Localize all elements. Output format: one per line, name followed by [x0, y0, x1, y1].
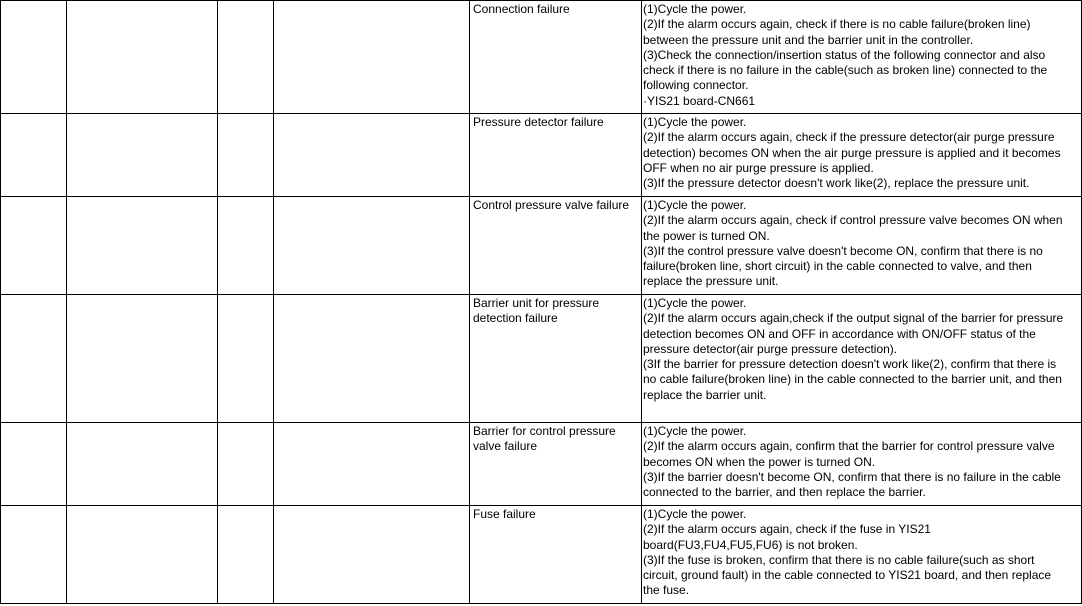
cause-name-line: Barrier for control pressure [473, 424, 616, 438]
remedy-line: OFF when no air purge pressure is applied. [643, 160, 874, 175]
remedy-cell [642, 506, 1082, 604]
cause-name-line: valve failure [473, 439, 538, 454]
empty-cell [67, 423, 218, 506]
remedy-line: (1)Cycle the power. [643, 507, 747, 521]
table-row [1, 506, 1082, 604]
cause-name-cell [470, 423, 642, 506]
empty-cell [1, 423, 67, 506]
empty-cell [1, 197, 67, 295]
cause-name-cell [470, 506, 642, 604]
empty-cell [218, 114, 274, 197]
remedy-line: ·YIS21 board-CN661 [643, 93, 756, 108]
empty-cell [1, 506, 67, 604]
remedy-line: connected to the barrier, and then replace the barrier. [643, 485, 926, 500]
cause-name-line: Barrier unit for pressure [473, 296, 600, 310]
empty-cell [274, 295, 470, 423]
empty-cell [1, 1, 67, 114]
empty-cell [274, 506, 470, 604]
empty-cell [67, 506, 218, 604]
remedy-line: following connector. [643, 78, 749, 93]
empty-cell [218, 1, 274, 114]
cause-name-line: detection failure [473, 311, 558, 326]
remedy-line: replace the pressure unit. [643, 274, 779, 289]
empty-cell [274, 423, 470, 506]
remedy-line: (3)If the control pressure valve doesn't become ON, confirm that there is no [643, 243, 1043, 258]
remedy-line: (2)If the alarm occurs again, check if there is no cable failure(broken line) [643, 17, 1031, 32]
empty-cell [67, 114, 218, 197]
remedy-line: between the pressure unit and the barrier unit in the controller. [643, 32, 974, 47]
remedy-line: pressure detector(air purge pressure detection). [643, 341, 898, 356]
cause-name-cell [470, 295, 642, 423]
empty-cell [274, 114, 470, 197]
empty-cell [67, 197, 218, 295]
cause-name-cell [470, 197, 642, 295]
remedy-line: (1)Cycle the power. [643, 296, 747, 310]
empty-cell [67, 1, 218, 114]
cause-name-line: Pressure detector failure [473, 115, 604, 129]
remedy-line: (3If the barrier for pressure detection doesn't work like(2), confirm that there is [643, 357, 1057, 372]
remedy-line: (2)If the alarm occurs again,check if the output signal of the barrier for pressure [643, 311, 1064, 326]
remedy-cell [642, 114, 1082, 197]
remedy-line: detection) becomes ON when the air purge pressure is applied and it becomes [643, 145, 1061, 160]
empty-cell [274, 197, 470, 295]
remedy-line: (2)If the alarm occurs again, confirm that the barrier for control pressure valve [643, 439, 1055, 454]
table-row [1, 197, 1082, 295]
remedy-line: the power is turned ON. [643, 228, 770, 243]
remedy-line: (1)Cycle the power. [643, 198, 747, 212]
remedy-line: (2)If the alarm occurs again, check if the pressure detector(air purge pressure [643, 130, 1055, 145]
remedy-line: (2)If the alarm occurs again, check if control pressure valve becomes ON when [643, 213, 1063, 228]
table-row [1, 423, 1082, 506]
cause-name-line: Fuse failure [473, 507, 536, 521]
table-row [1, 114, 1082, 197]
empty-cell [67, 295, 218, 423]
empty-cell [1, 114, 67, 197]
cause-name-line: Connection failure [473, 2, 570, 16]
remedy-cell [642, 423, 1082, 506]
remedy-line: (3)If the barrier doesn't become ON, confirm that there is no failure in the cable [643, 469, 1061, 484]
remedy-line: detection becomes ON and OFF in accordance with ON/OFF status of the [643, 326, 1036, 341]
remedy-cell [642, 197, 1082, 295]
remedy-line: (1)Cycle the power. [643, 115, 747, 129]
remedy-line: (1)Cycle the power. [643, 424, 747, 438]
remedy-line: failure(broken line, short circuit) in the cable connected to valve, and then [643, 259, 1032, 274]
remedy-line: check if there is no failure in the cable(such as broken line) connected to the [643, 63, 1048, 78]
remedy-line: board(FU3,FU4,FU5,FU6) is not broken. [643, 537, 858, 552]
table-row [1, 1, 1082, 114]
empty-cell [1, 295, 67, 423]
remedy-line: the fuse. [643, 583, 690, 598]
empty-cell [218, 295, 274, 423]
table-row [1, 295, 1082, 423]
remedy-line: (3)Check the connection/insertion status of the following connector and also [643, 47, 1046, 62]
empty-cell [218, 506, 274, 604]
empty-cell [218, 423, 274, 506]
cause-name-line: Control pressure valve failure [473, 198, 630, 212]
remedy-line: (3)If the pressure detector doesn't work like(2), replace the pressure unit. [643, 176, 1030, 191]
remedy-cell [642, 295, 1082, 423]
cause-name-cell [470, 114, 642, 197]
empty-cell [274, 1, 470, 114]
remedy-line: no cable failure(broken line) in the cable connected to the barrier unit, and then [643, 372, 1062, 387]
remedy-cell [642, 1, 1082, 114]
remedy-line: (3)If the fuse is broken, confirm that there is no cable failure(such as short [643, 552, 1035, 567]
empty-cell [218, 197, 274, 295]
remedy-line: circuit, ground fault) in the cable connected to YIS21 board, and then replace [643, 568, 1052, 583]
remedy-line: replace the barrier unit. [643, 387, 767, 402]
remedy-line: becomes ON when the power is turned ON. [643, 454, 876, 469]
remedy-line: (1)Cycle the power. [643, 2, 747, 16]
remedy-line: (2)If the alarm occurs again, check if the fuse in YIS21 [643, 522, 931, 537]
cause-name-cell [470, 1, 642, 114]
